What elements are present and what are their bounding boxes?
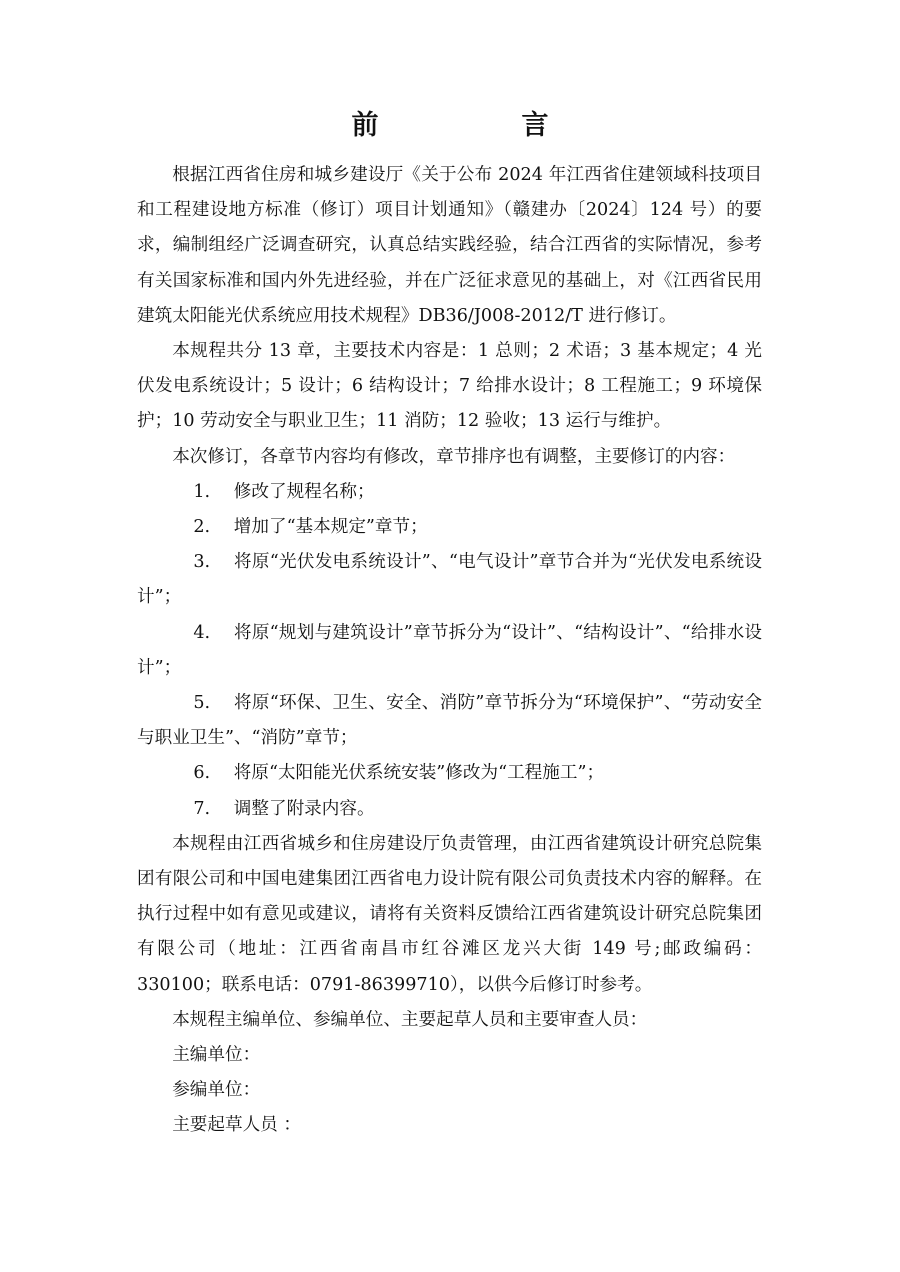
- paragraph-participating-units: 参编单位：: [172, 1080, 261, 1101]
- paragraph-management: 本规程由江西省城乡和住房建设厅负责管理，由江西省建筑设计研究总院集团有限公司和中国电建集团江西省电力设计院有限公司负责技术内容的解释。在执行过程中如有意见或建议，请将有关资料反馈给江西省建筑设计研究总院集团有限公司（地址：江西省南昌市红谷滩区龙兴大街 149 号;邮政编码：330100；联系电话：0791-86399710），以供今后修订时参考。: [137, 833, 762, 995]
- paragraph-chapters: 本规程共分 13 章，主要技术内容是：1 总则；2 术语；3 基本规定；4 光伏发电系统设计；5 设计；6 结构设计；7 给排水设计；8 工程施工；9 环境保护；10 劳动安全与职业卫生；11 消防；12 验收；13 运行与维护。: [137, 341, 762, 432]
- list-item-number: 7.: [193, 798, 211, 819]
- list-item: [137, 792, 762, 827]
- list-item-text: 将原“光伏发电系统设计”、“电气设计”章节合并为“光伏发电系统设计”；: [137, 552, 762, 608]
- list-item-number: 1.: [193, 481, 211, 502]
- paragraph-chief-unit: 主编单位：: [172, 1045, 261, 1066]
- paragraph-basis: 根据江西省住房和城乡建设厅《关于公布 2024 年江西省住建领域科技项目和工程建设地方标准（修订）项目计划通知》（赣建办〔2024〕124 号）的要求，编制组经广泛调查研究，认真总结实践经验，结合江西省的实际情况，参考有关国家标准和国内外先进经验，并在广泛征求意见的基础上，对《江西省民用建筑太阳能光伏系统应用技术规程》DB36/J008-2012/T 进行修订。: [137, 165, 762, 326]
- list-item: [137, 545, 762, 615]
- list-item: [137, 686, 762, 756]
- page-title: 前 言: [351, 110, 607, 141]
- list-item: [137, 756, 762, 791]
- paragraph-revision-intro: 本次修订，各章节内容均有修改，章节排序也有调整，主要修订的内容：: [172, 446, 736, 467]
- list-item-text: 将原“环保、卫生、安全、消防”章节拆分为“环境保护”、“劳动安全与职业卫生”、“消防”章节；: [137, 693, 762, 749]
- list-item-text: 将原“规划与建筑设计”章节拆分为“设计”、“结构设计”、“给排水设计”；: [137, 622, 762, 678]
- list-item: [137, 616, 762, 686]
- list-item: [137, 510, 762, 545]
- list-item: [137, 475, 762, 510]
- list-item-number: 5.: [193, 693, 211, 714]
- list-item-number: 3.: [193, 552, 211, 573]
- paragraph-units-intro: 本规程主编单位、参编单位、主要起草人员和主要审查人员：: [172, 1009, 648, 1030]
- list-item-number: 2.: [193, 517, 211, 538]
- list-item-text: 增加了“基本规定”章节；: [233, 517, 428, 538]
- list-item-text: 将原“太阳能光伏系统安装”修改为“工程施工”；: [233, 763, 605, 784]
- list-item-number: 4.: [193, 622, 211, 643]
- list-item-text: 调整了附录内容。: [233, 798, 375, 819]
- document-body: [137, 158, 762, 1144]
- paragraph-drafters: 主要起草人员 ：: [172, 1115, 301, 1136]
- list-item-number: 6.: [193, 763, 211, 784]
- list-item-text: 修改了规程名称；: [233, 481, 375, 502]
